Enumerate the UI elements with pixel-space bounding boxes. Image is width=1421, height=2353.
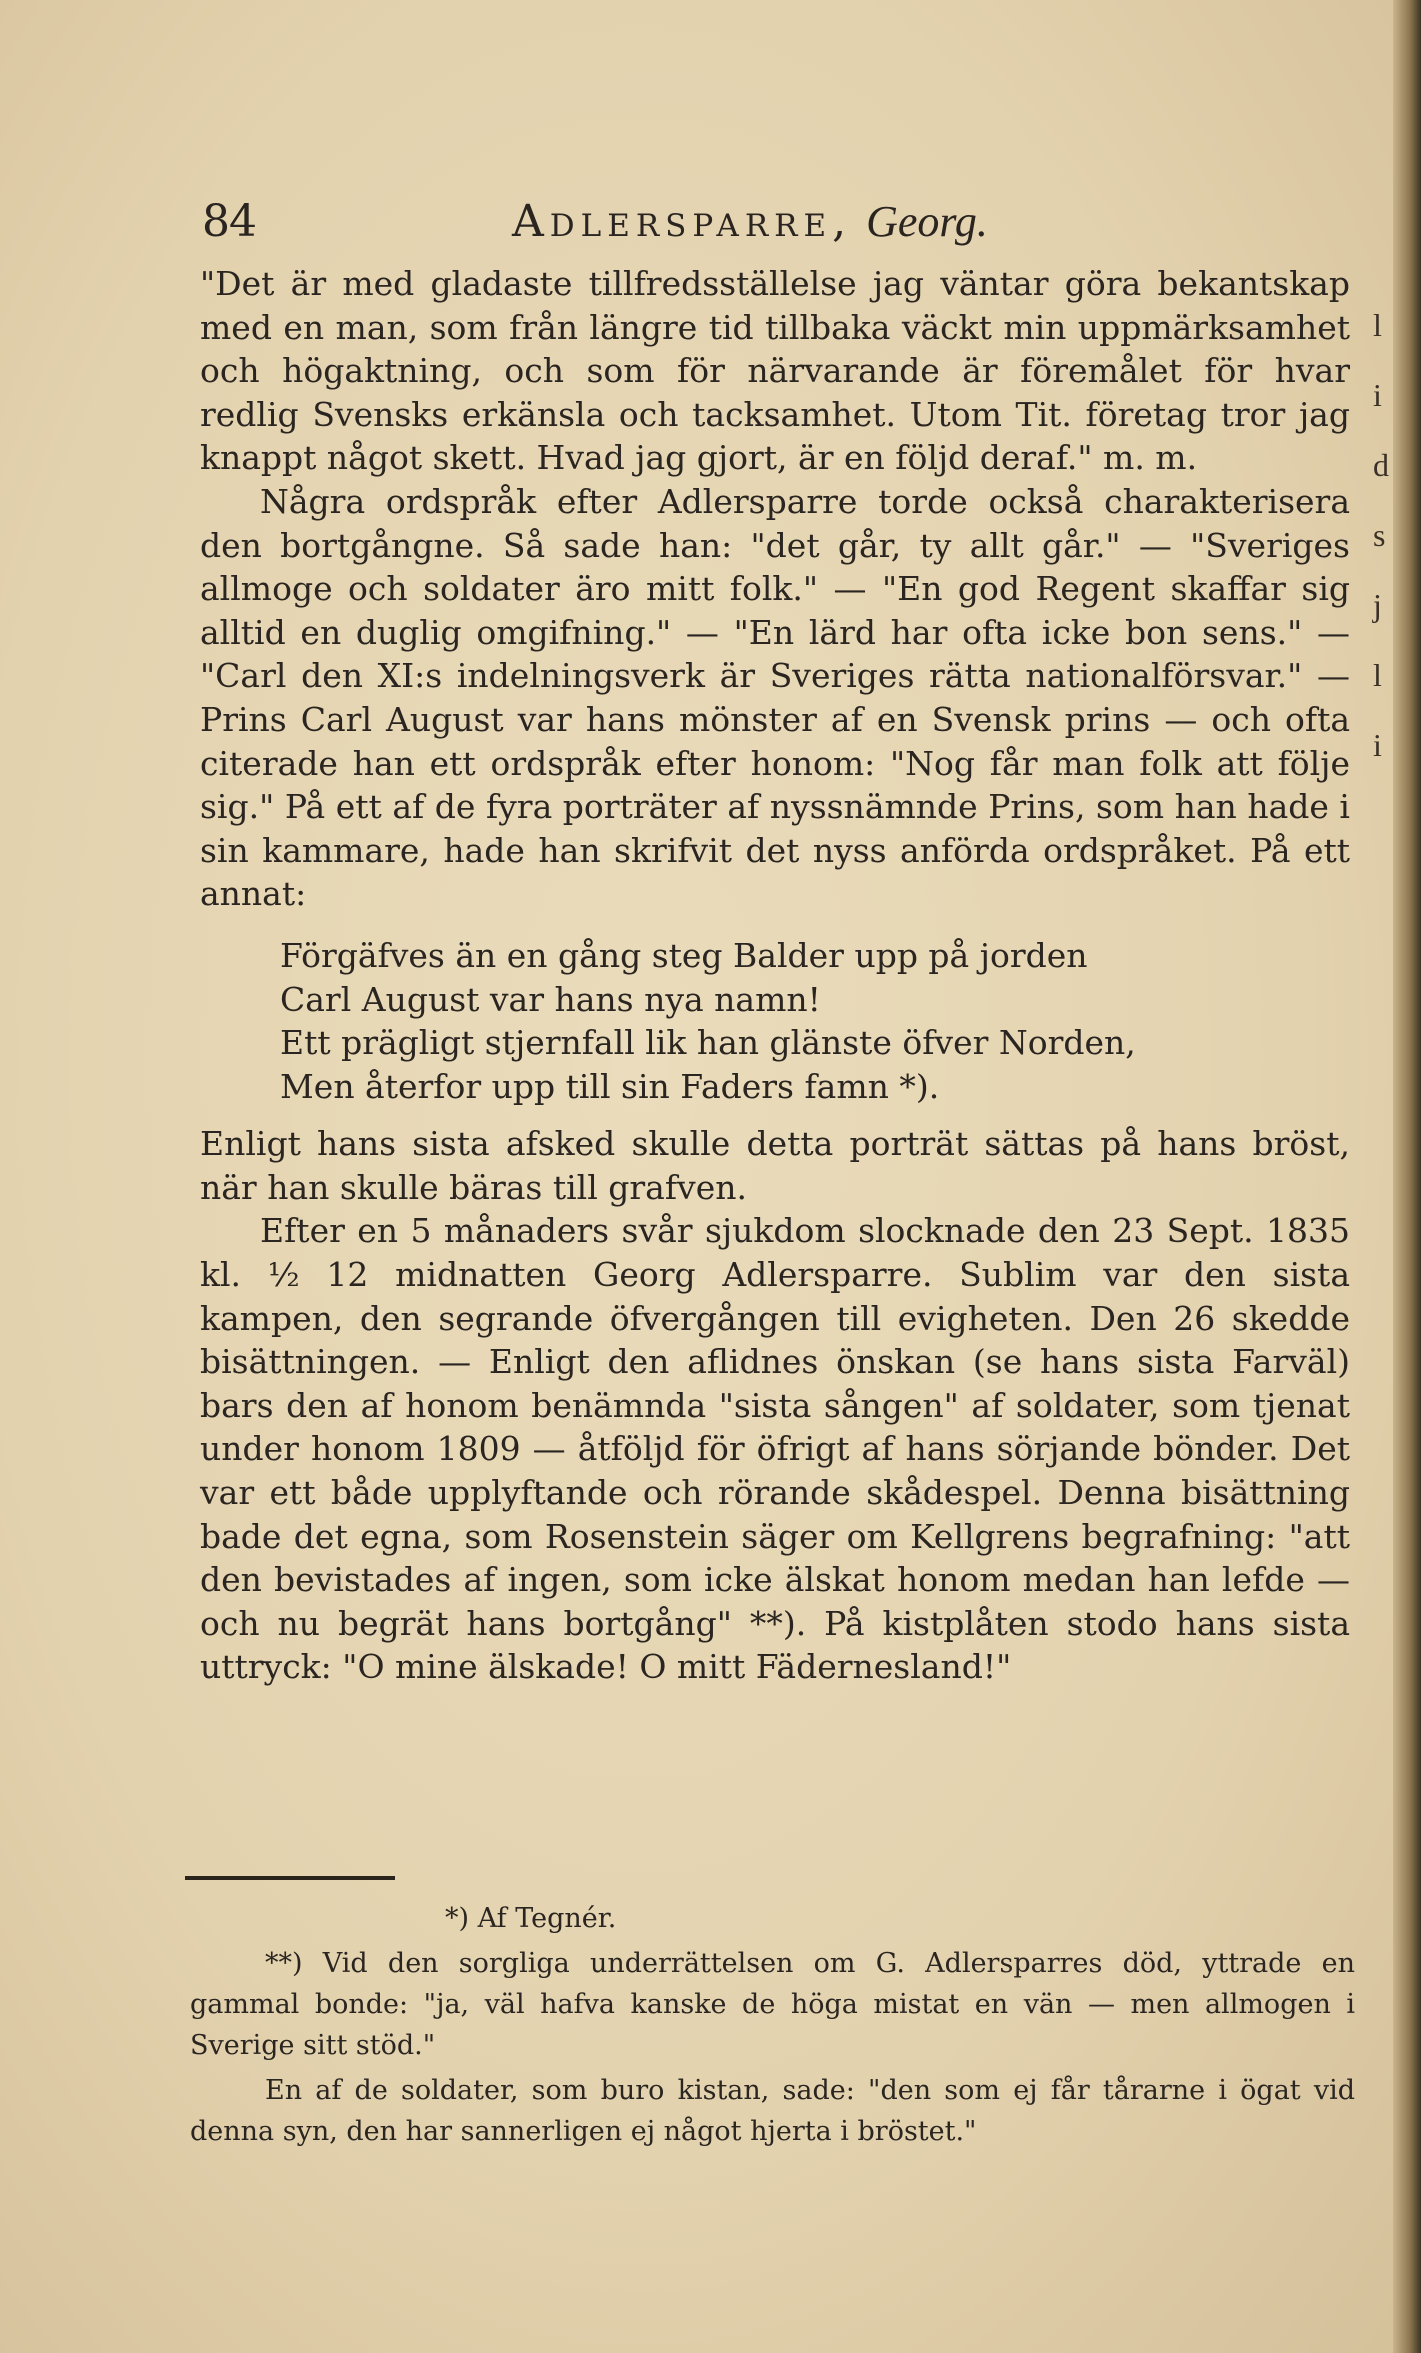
verse-block [280, 934, 1350, 1108]
paragraph-farewell: Enligt hans sista afsked skulle detta porträt sättas på hans bröst, när han skulle bäras till grafven. [200, 1124, 1350, 1207]
edge-letter: s [1373, 517, 1386, 553]
footnotes [190, 1898, 1355, 2156]
edge-letter: l [1373, 657, 1382, 693]
footnote-rule [185, 1876, 395, 1880]
verse-line: Men återfor upp till sin Faders famn *). [280, 1066, 940, 1106]
footnote-3: En af de soldater, som buro kistan, sade: "den som ej får tårarne i ögat vid denna syn, den har sannerligen ej något hjerta i bröstet." [190, 2075, 1355, 2147]
page-number: 84 [202, 196, 256, 247]
footnote-1 [190, 1898, 1355, 1939]
edge-letter: j [1373, 587, 1382, 623]
footnote-2: **) Vid den sorgliga underrättelsen om G. Adlersparres död, yttrade en gammal bonde: "ja, väl hafva kanske de höga mistat en vän — men allmogen i Sverige sitt stöd." [190, 1948, 1355, 2061]
verse-line: Carl August var hans nya namn! [280, 979, 821, 1019]
main-text [200, 262, 1350, 1689]
running-head-name: Adlersparre, [512, 196, 853, 247]
page-header [202, 196, 1352, 256]
page-edge [1393, 0, 1421, 2353]
paragraph-quote: "Det är med gladaste tillfredsställelse jag väntar göra bekantskap med en man, som från längre tid tillbaka väckt min uppmärksamhet och högaktning, och som för närvarande är föremålet för hvar redlig Svensks erkänsla och tacksamhet. Utom Tit. företag tror jag knappt något skett. Hvad jag gjort, är en följd deraf." m. m. [200, 264, 1350, 478]
running-head-given-name: Georg. [866, 197, 988, 246]
paragraph-proverbs: Några ordspråk efter Adlersparre torde också charakterisera den bortgångne. Så sade han: "det går, ty allt går." — "Sveriges allmoge och soldater äro mitt folk." — "En god Regent skaffar sig alltid en duglig omgifning." — "En lärd har ofta icke bon sens." — "Carl den XI:s indelningsverk är Sveriges rätta nationalförsvar." — Prins Carl August var hans mönster af en Svensk prins — och ofta citerade han ett ordspråk efter honom: "Nog får man folk att följe sig." På ett af de fyra porträter af nyssnämnde Prins, som han hade i sin kammare, hade han skrifvit det nyss anförda ordspråket. På ett annat: [200, 481, 1350, 914]
edge-letter: l [1373, 307, 1382, 343]
edge-letter: d [1373, 447, 1389, 483]
running-head [512, 196, 988, 247]
verse-line: Ett prägligt stjernfall lik han glänste öfver Norden, [280, 1023, 1136, 1063]
facing-page-letters [1373, 290, 1387, 780]
paragraph-death: Efter en 5 månaders svår sjukdom slocknade den 23 Sept. 1835 kl. ½ 12 midnatten Georg Adlersparre. Sublim var den sista kampen, den segrande öfvergången till evigheten. Den 26 skedde bisättningen. — Enligt den aflidnes önskan (se hans sista Farväl) bars den af honom benämnda "sista sången" af soldater, som tjenat under honom 1809 — åtföljd för öfrigt af hans sörjande bönder. Det var ett både upplyftande och rörande skådespel. Denna bisättning bade det egna, som Rosenstein säger om Kellgrens begrafning: "att den bevistades af ingen, som icke älskat honom medan han lefde — och nu begrät hans bortgång" **). På kistplåten stodo hans sista uttryck: "O mine älskade! O mitt Fädernesland!" [200, 1211, 1350, 1687]
footnote-text: *) Af Tegnér. [445, 1903, 617, 1934]
edge-letter: i [1373, 727, 1382, 763]
edge-letter: i [1373, 377, 1382, 413]
verse-line: Förgäfves än en gång steg Balder upp på jorden [280, 935, 1088, 975]
